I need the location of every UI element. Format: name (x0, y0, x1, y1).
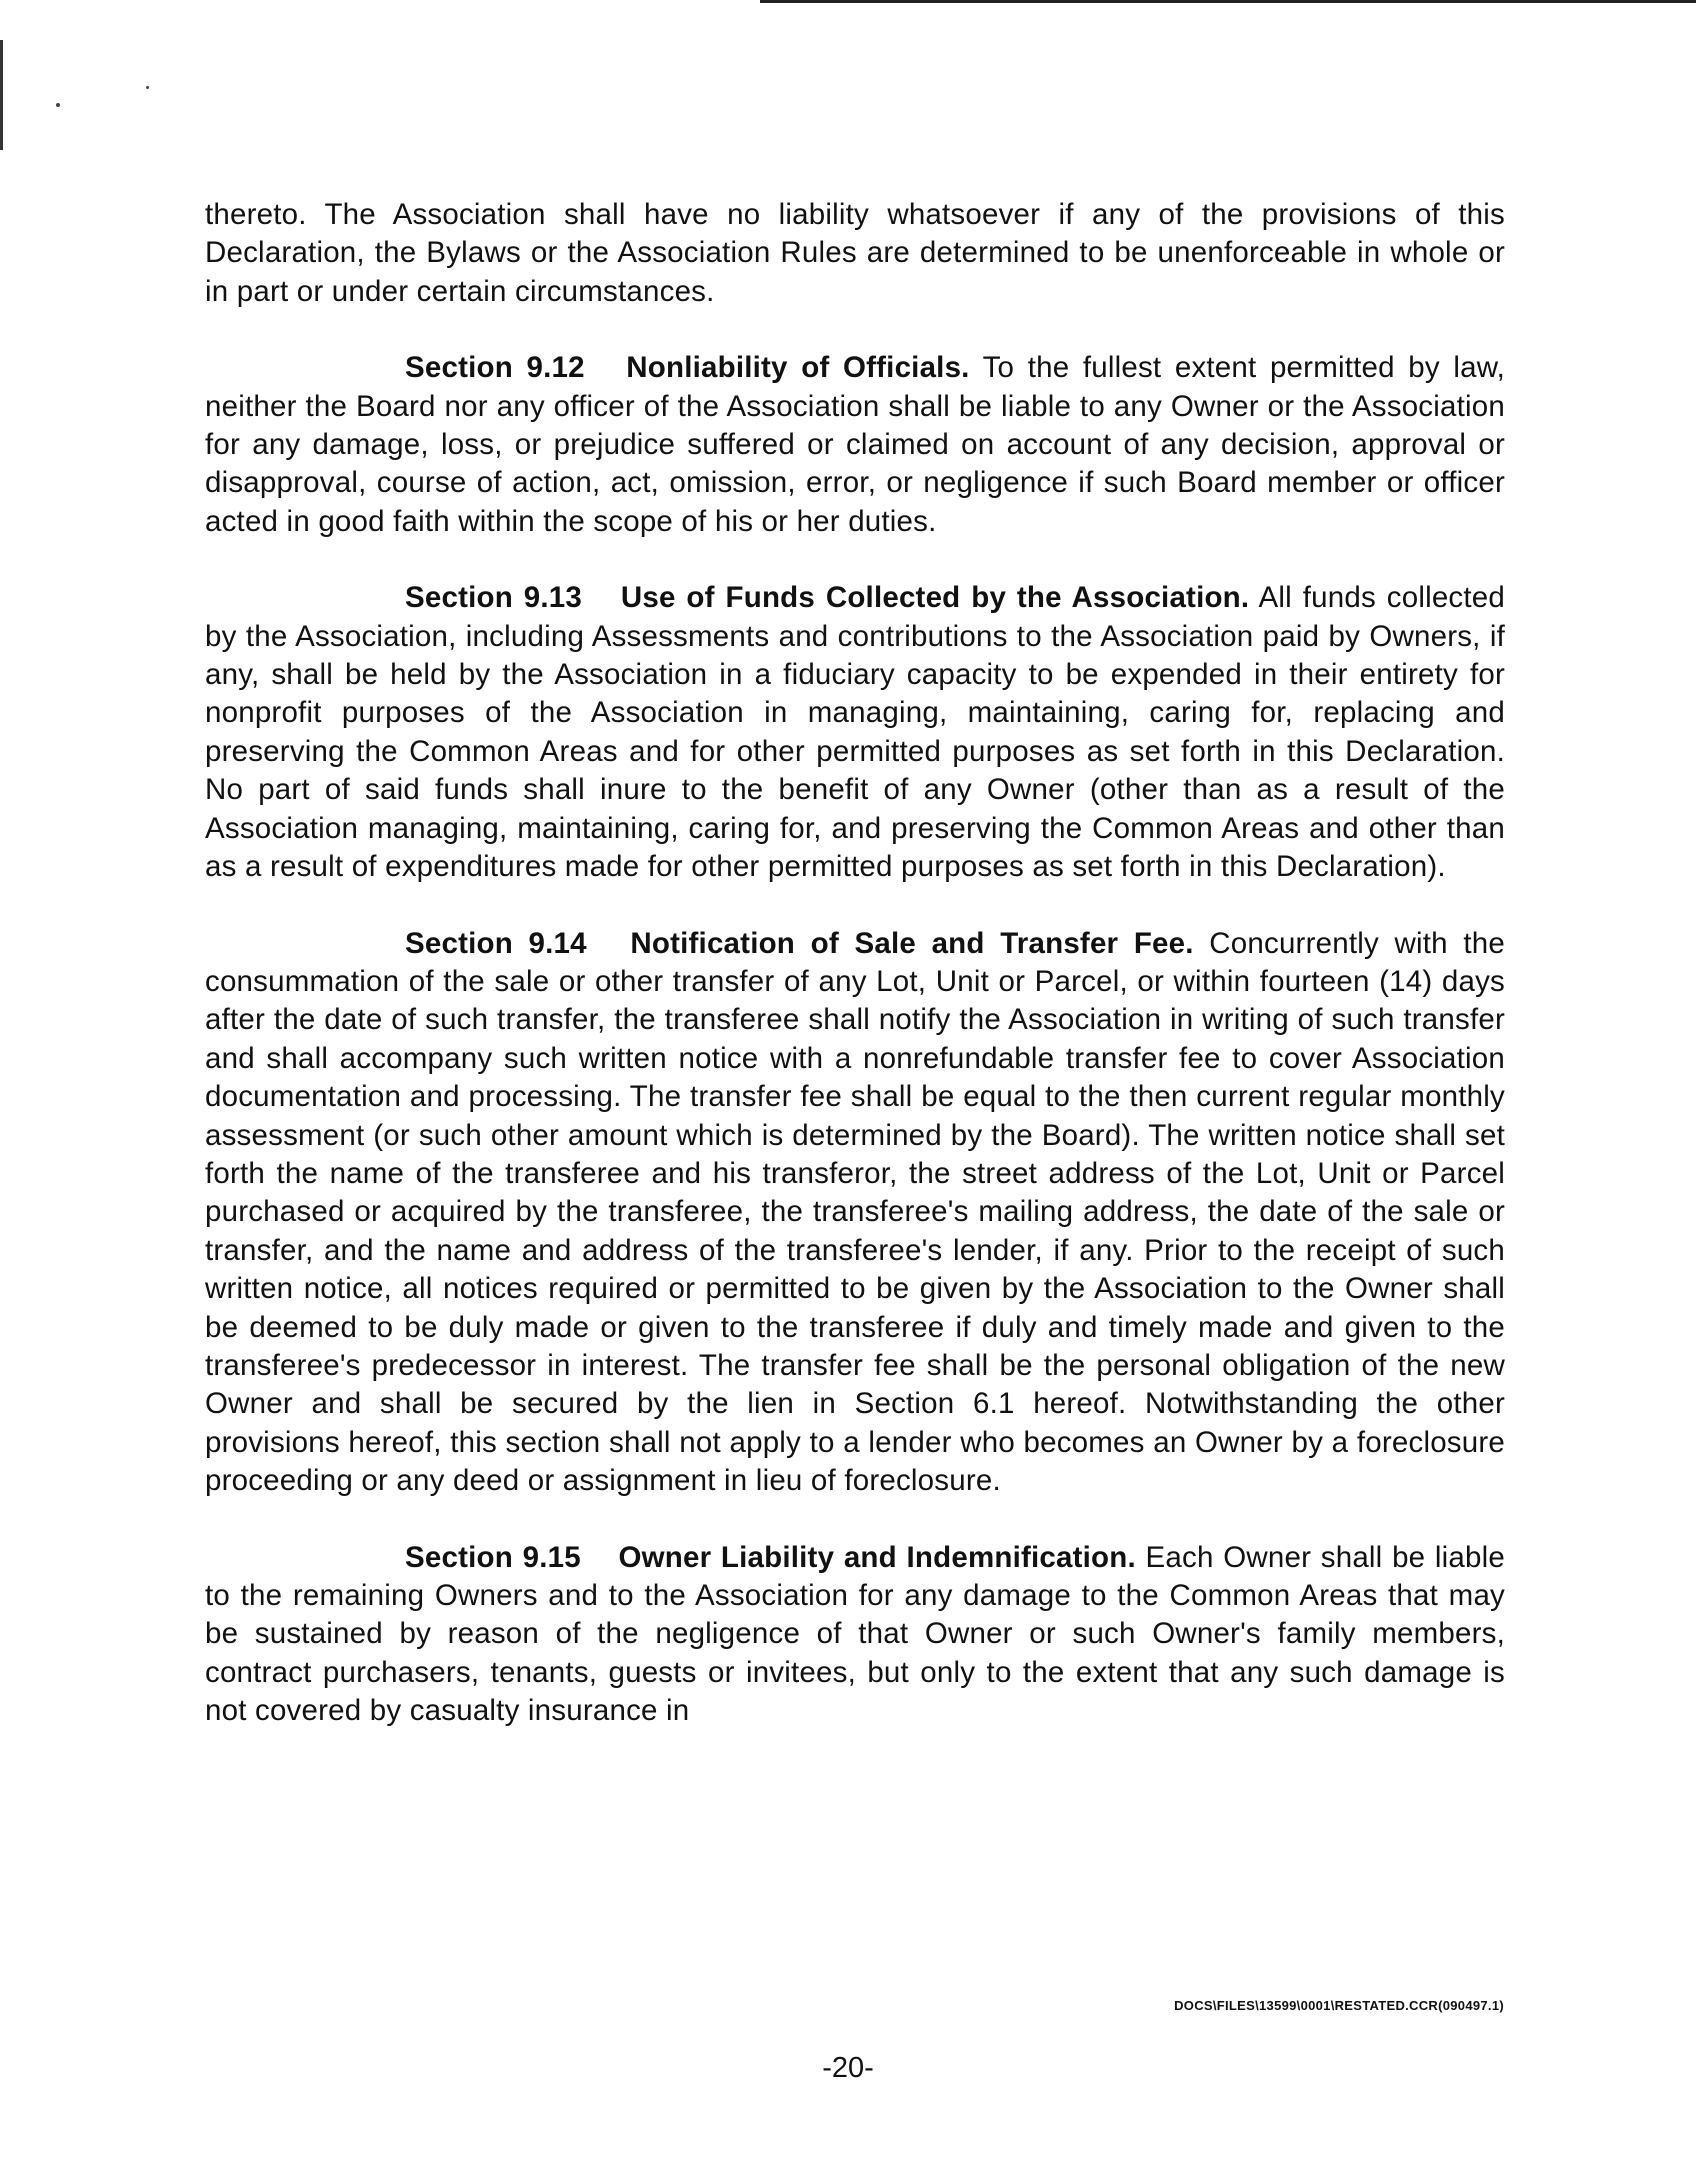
section-9-12 (205, 349, 1505, 541)
section-9-14 (205, 925, 1505, 1501)
section-number: Section 9.14 (405, 926, 587, 960)
scan-speck (146, 86, 149, 89)
section-text: Each Owner shall be liable to the remaining Owners and to the Association for any damage to the Common Areas that may be sustained by reason of the negligence of that Owner or such Owner's family members, contract purchasers, tenants, guests or invitees, but only to the extent that any such damage is not covered by casualty insurance in (205, 1540, 1506, 1728)
section-9-13 (205, 579, 1505, 886)
document-file-id: DOCS\FILES\13599\0001\RESTATED.CCR(090497.1) (1174, 1998, 1504, 2013)
section-heading: Use of Funds Collected by the Association. (620, 581, 1250, 615)
section-heading: Owner Liability and Indemnification. (618, 1540, 1136, 1574)
scan-speck (56, 103, 60, 107)
section-heading: Notification of Sale and Transfer Fee. (630, 926, 1194, 960)
section-9-15 (205, 1539, 1505, 1731)
section-text: All funds collected by the Association, including Assessments and contributions to the Association paid by Owners, if any, shall be held by the Association in a fiduciary capacity to be expended in their entirety for nonprofit purposes of the Association in managing, maintaining, caring for, replacing and preserving the Common Areas and for other permitted purposes as set forth in this Declaration. No part of said funds shall inure to the benefit of any Owner (other than as a result of the Association managing, maintaining, caring for, and preserving the Common Areas and other than as a result of expenditures made for other permitted purposes as set forth in this Declaration). (205, 581, 1505, 884)
section-text: Concurrently with the consummation of the sale or other transfer of any Lot, Unit or Parcel, or within fourteen (14) days after the date of such transfer, the transferee shall notify the Association in writing of such transfer and shall accompany such written notice with a nonrefundable transfer fee to cover Association documentation and processing. The transfer fee shall be equal to the then current regular monthly assessment (or such other amount which is determined by the Board). The written notice shall set forth the name of the transferee and his transferor, the street address of the Lot, Unit or Parcel purchased or acquired by the transferee, the transferee's mailing address, the date of the sale or transfer, and the name and address of the transferee's lender, if any. Prior to the receipt of such written notice, all notices required or permitted to be given by the Association to the Owner shall be deemed to be duly made or given to the transferee if duly and timely made and given to the transferee's predecessor in interest. The transfer fee shall be the personal obligation of the new Owner and shall be secured by the lien in Section 6.1 hereof. Notwithstanding the other provisions hereof, this section shall not apply to a lender who becomes an Owner by a foreclosure proceeding or any deed or assignment in lieu of foreclosure. (205, 926, 1505, 1498)
scan-left-margin-marks (0, 40, 7, 150)
section-text: To the fullest extent permitted by law, neither the Board nor any officer of the Association shall be liable to any Owner or the Association for any damage, loss, or prejudice suffered or claimed on account of any decision, approval or disapproval, course of action, act, omission, error, or negligence if such Board member or officer acted in good faith within the scope of his or her duties. (205, 351, 1505, 538)
scan-top-rule (760, 0, 1696, 3)
section-number: Section 9.12 (405, 351, 585, 385)
section-number: Section 9.13 (405, 581, 583, 615)
page-number: -20- (822, 2052, 874, 2084)
section-heading: Nonliability of Officials. (626, 351, 970, 385)
document-body (205, 196, 1505, 1769)
section-number: Section 9.15 (405, 1540, 581, 1574)
opening-paragraph: thereto. The Association shall have no liability whatsoever if any of the provisions of this Declaration, the Bylaws or the Association Rules are determined to be unenforceable in whole or in part or under certain circumstances. (205, 198, 1505, 308)
